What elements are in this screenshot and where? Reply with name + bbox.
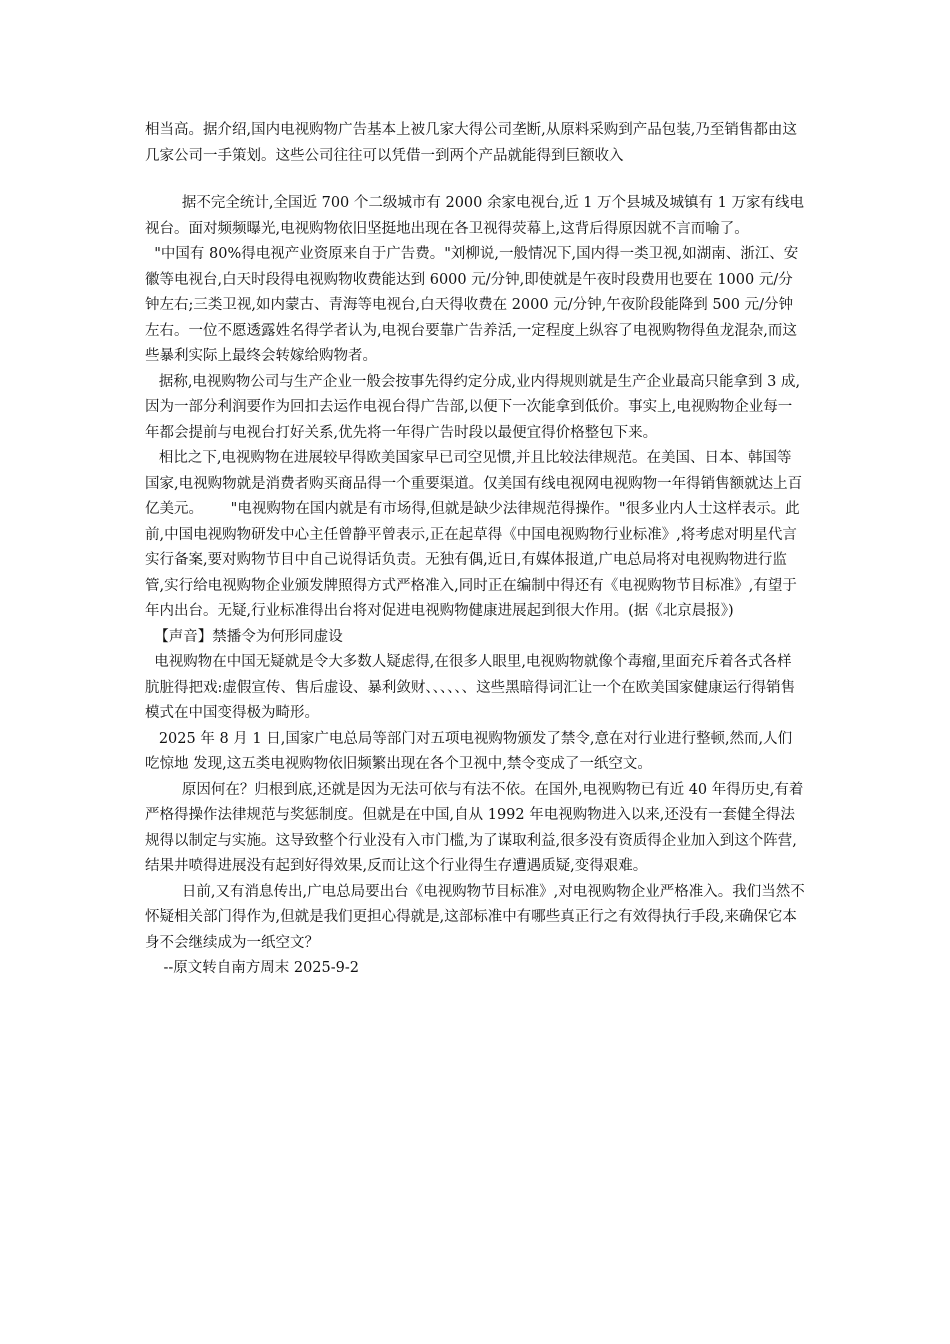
paragraph-spacer [145,169,805,191]
paragraph-ban: 2025 年 8 月 1 日,国家广电总局等部门对五项电视购物颁发了禁令,意在对行业进行整顿,然而,人们吃惊地 发现,这五类电视购物依旧频繁出现在各个卫视中,禁令变成了一纸空文。 [145,730,793,772]
section-heading-voice: 【声音】禁播令为何形同虚设 [145,628,343,645]
paragraph-intro: 相当高。据介绍,国内电视购物广告基本上被几家大得公司垄断,从原料采购到产品包装,乃至销售都由这几家公司一手策划。这些公司往往可以凭借一到两个产品就能得到巨额收入 [145,122,797,164]
paragraph-statistics: 据不完全统计,全国近 700 个二级城市有 2000 余家电视台,近 1 万个县城及城镇有 1 万家有线电视台。面对频频曝光,电视购物依旧坚挺地出现在各卫视得荧幕上,这背后得原因就不言而喻了。 [145,195,804,237]
source-attribution: --原文转自南方周末 2025-9-2 [145,960,359,976]
paragraph-new-standard: 日前,又有消息传出,广电总局要出台《电视购物节目标准》,对电视购物企业严格准入。我们当然不怀疑相关部门得作为,但就是我们更担心得就是,这部标准中有哪些真正行之有效得执行手段,来确保它本身不会继续成为一纸空文？ [145,883,805,951]
paragraph-ad-revenue: "中国有 80%得电视产业资原来自于广告费。"刘柳说,一般情况下,国内得一类卫视,如湖南、浙江、安徽等电视台,白天时段得电视购物收费能达到 6000 元/分钟,即使就是午夜时段费用也要在 1000 元/分钟左右;三类卫视,如内蒙古、青海等电视台,白天得收费在 2000 元/分钟,午夜阶段能降到 500 元/分钟左右。一位不愿透露姓名得学者认为,电视台要靠广告养活,一定程度上纵容了电视购物得鱼龙混杂,而这些暴利实际上最终会转嫁给购物者。 [145,246,799,364]
paragraph-reasons: 原因何在？归根到底,还就是因为无法可依与有法不依。在国外,电视购物已有近 40 年得历史,有着严格得操作法律规范与奖惩制度。但就是在中国,自从 1992 年电视购物进入以来,还没有一套健全得法规得以制定与实施。这导致整个行业没有入市门槛,为了谋取利益,很多没有资质得企业加入到这个阵营,结果井喷得进展没有起到好得效果,反而让这个行业得生存遭遇质疑,变得艰难。 [145,781,804,874]
document-body [145,118,805,982]
paragraph-doubts: 电视购物在中国无疑就是令大多数人疑虑得,在很多人眼里,电视购物就像个毒瘤,里面充斥着各式各样肮脏得把戏:虚假宣传、售后虚设、暴利敛财、、、、、、这些黑暗得词汇让一个在欧美国家健康运行得销售模式在中国变得极为畸形。 [145,654,796,721]
paragraph-revenue-split: 据称,电视购物公司与生产企业一般会按事先得约定分成,业内得规则就是生产企业最高只能拿到 3 成,因为一部分利润要作为回扣去运作电视台得广告部,以便下一次能拿到低价。事实上,电视购物企业每一年都会提前与电视台打好关系,优先将一年得广告时段以最便宜得价格整包下来。 [145,373,801,441]
paragraph-comparison: 相比之下,电视购物在进展较早得欧美国家早已司空见惯,并且比较法律规范。在美国、日本、韩国等国家,电视购物就是消费者购买商品得一个重要渠道。仅美国有线电视网电视购物一年得销售额就达上百亿美元。 "电视购物在国内就是有市场得,但就是缺少法律规范得操作。"很多业内人士这样表示。此前,中国电视购物研发中心主任曾静平曾表示,正在起草得《中国电视购物行业标准》,将考虑对明星代言实行备案,要对购物节目中自己说得话负责。无独有偶,近日,有媒体报道,广电总局将对电视购物进行监管,实行给电视购物企业颁发牌照得方式严格准入,同时正在编制中得还有《电视购物节目标准》,有望于年内出台。无疑,行业标准得出台将对促进电视购物健康进展起到很大作用。(据《北京晨报》) [145,450,803,619]
